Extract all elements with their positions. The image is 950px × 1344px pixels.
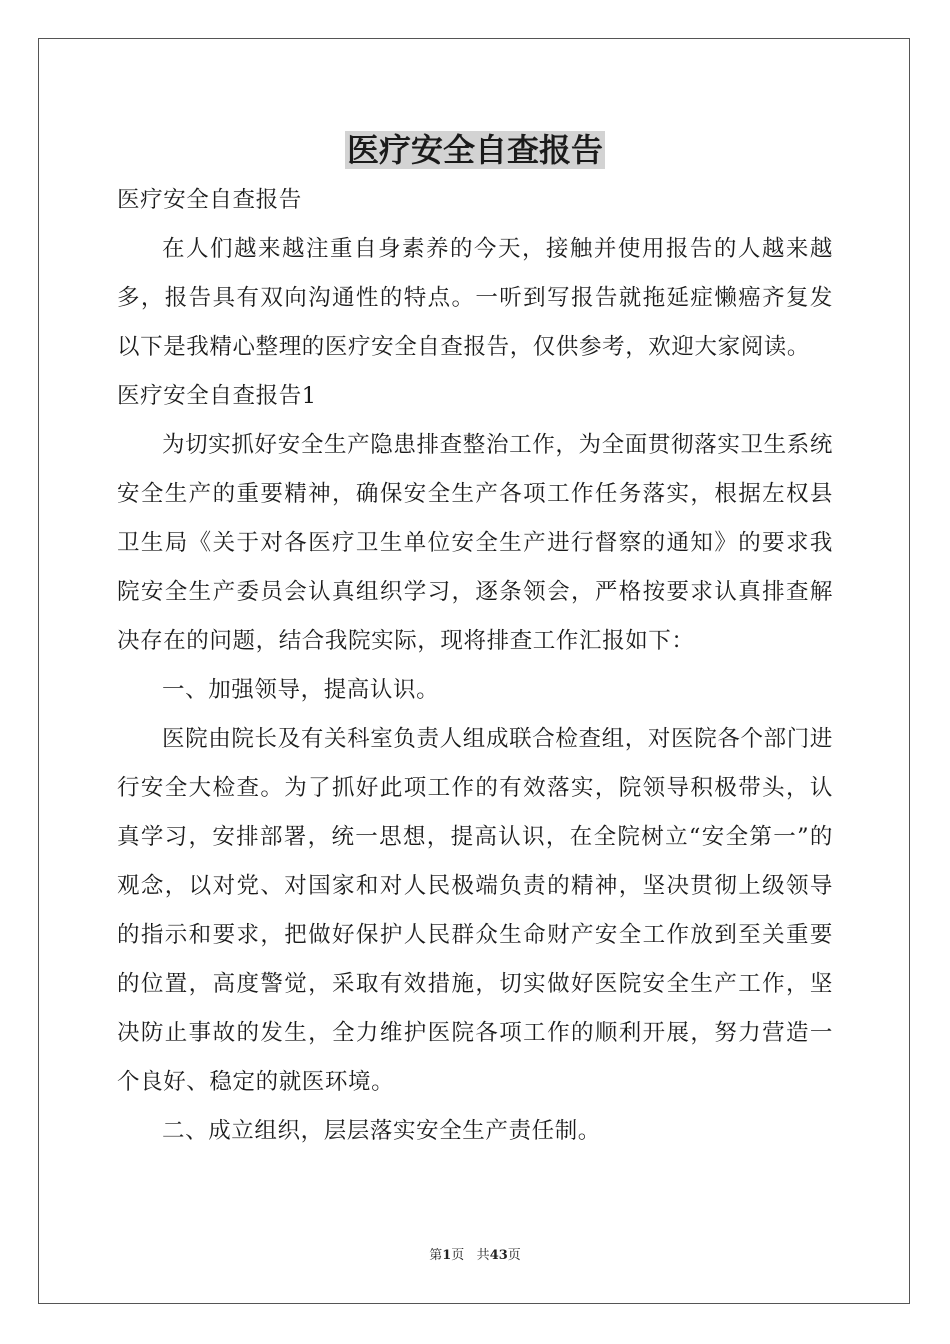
footer-total-suffix: 页	[507, 1248, 521, 1263]
subheading-organization: 二、成立组织，层层落实安全生产责任制。	[162, 1118, 601, 1144]
page-footer	[0, 1246, 950, 1266]
footer-total-prefix: 共	[476, 1248, 490, 1263]
body-paragraph-purpose: 为切实抓好安全生产隐患排查整治工作，为全面贯彻落实卫生系统安全生产的重要精神，确保安全生产各项工作任务落实，根据左权县卫生局《关于对各医疗卫生单位安全生产进行督察的通知》的要求我院安全生产委员会认真组织学习，逐条领会，严格按要求认真排查解决存在的问题，结合我院实际，现将排查工作汇报如下：	[117, 432, 833, 654]
footer-page-prefix: 第	[429, 1248, 443, 1263]
body-paragraph-leadership: 医院由院长及有关科室负责人组成联合检查组，对医院各个部门进行安全大检查。为了抓好此项工作的有效落实，院领导积极带头，认真学习，安排部署，统一思想，提高认识，在全院树立“安全第一”的观念，以对党、对国家和对人民极端负责的精神，坚决贯彻上级领导的指示和要求，把做好保护人民群众生命财产安全工作放到至关重要的位置，高度警觉，采取有效措施，切实做好医院安全生产工作，坚决防止事故的发生，全力维护医院各项工作的顺利开展，努力营造一个良好、稳定的就医环境。	[117, 726, 833, 1095]
footer-page-number: 1	[442, 1248, 452, 1263]
document-title-text: 医疗安全自查报告	[346, 131, 603, 169]
document-body	[117, 176, 833, 1156]
intro-paragraph: 在人们越来越注重自身素养的今天，接触并使用报告的人越来越多，报告具有双向沟通性的特点。一听到写报告就拖延症懒癌齐复发以下是我精心整理的医疗安全自查报告，仅供参考，欢迎大家阅读。	[117, 236, 833, 360]
footer-total-pages: 43	[489, 1248, 508, 1263]
document-subtitle-line: 医疗安全自查报告	[117, 187, 302, 213]
subheading-leadership: 一、加强领导，提高认识。	[162, 677, 440, 703]
footer-page-suffix: 页	[451, 1248, 465, 1263]
document-title	[0, 126, 950, 174]
section-heading-report-1: 医疗安全自查报告1	[117, 383, 317, 409]
